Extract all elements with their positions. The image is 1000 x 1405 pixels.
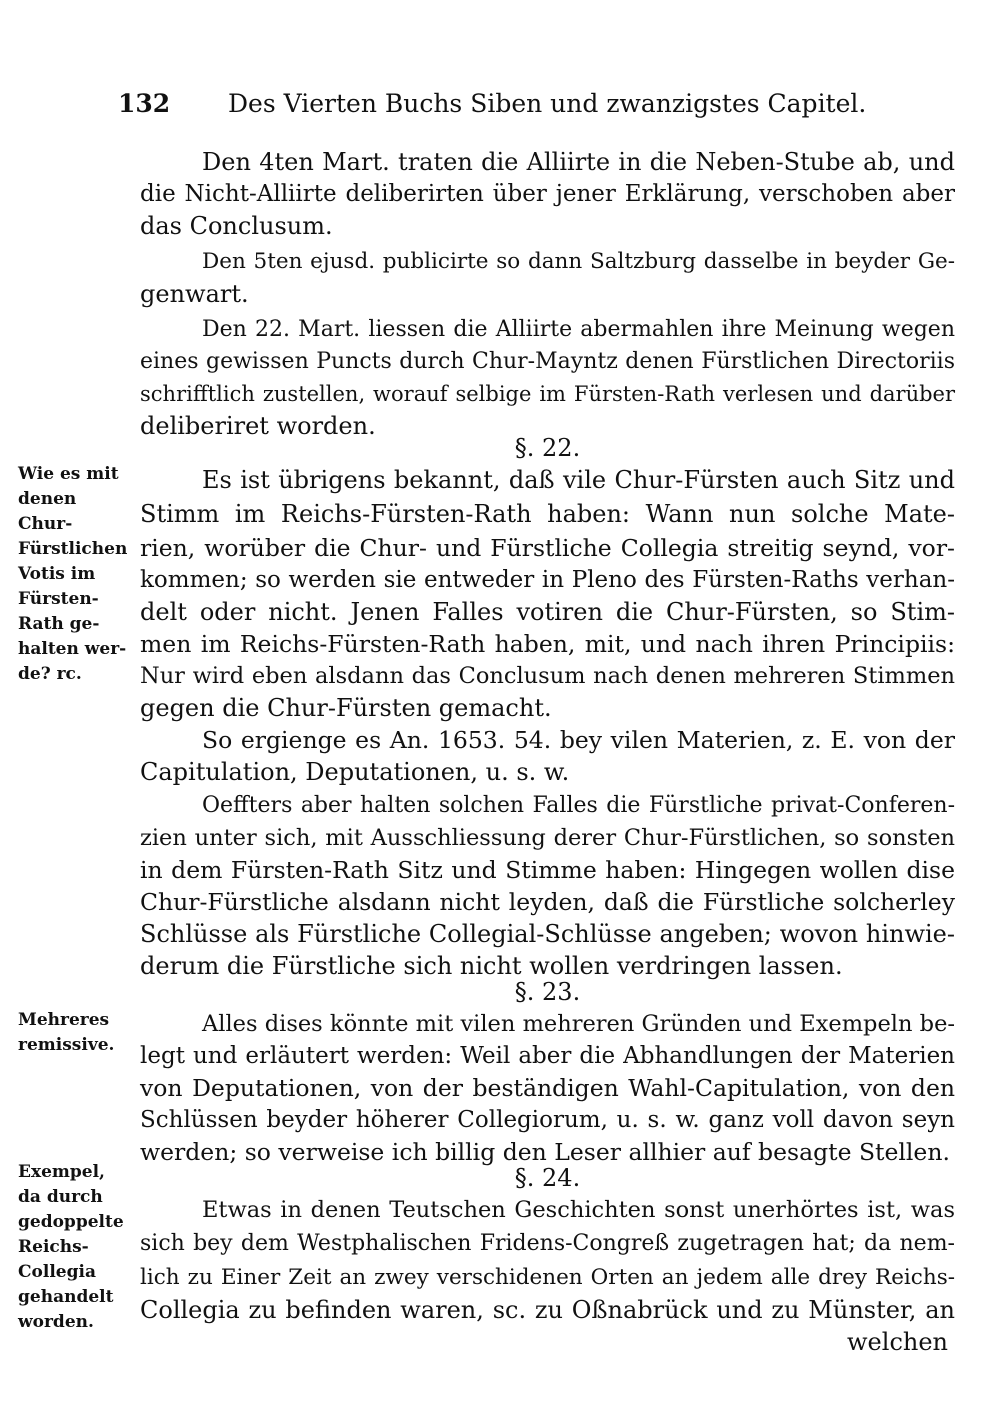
text-line: Collegia zu befinden waren, sc. zu Oßnabrück und zu Münster, an (140, 1296, 955, 1324)
text-line: men im Reichs-Fürsten-Rath haben, mit, und nach ihren Principiis: (140, 630, 955, 658)
text-line: Den 4ten Mart. traten die Alliirte in die Neben-Stube ab, und (202, 148, 955, 176)
text-line: eines gewissen Puncts durch Chur-Mayntz denen Fürstlichen Directoriis (140, 349, 955, 374)
text-line: zien unter sich, mit Ausschliessung derer Chur-Fürstlichen, so sonsten (140, 825, 955, 851)
marginal-note-line: Votis im (18, 564, 96, 584)
marginal-note-line: de? rc. (18, 664, 82, 684)
text-line: das Conclusum. (140, 212, 333, 240)
text-line: Es ist übrigens bekannt, daß vile Chur-Fürsten auch Sitz und (202, 466, 955, 494)
marginal-note-line: Fürstlichen (18, 539, 128, 559)
text-line: genwart. (140, 280, 249, 308)
marginal-note-line: Mehreres (18, 1010, 110, 1030)
text-line: die Nicht-Alliirte deliberirten über jener Erklärung, verschoben aber (140, 181, 955, 207)
text-line: Schlüsse als Fürstliche Collegial-Schlüsse angeben; wovon hinwie- (140, 920, 955, 948)
text-line: Den 5ten ejusd. publicirte so dann Saltzburg dasselbe in beyder Ge- (202, 249, 955, 274)
catchword: welchen (847, 1328, 948, 1356)
text-line: So ergienge es An. 1653. 54. bey vilen Materien, z. E. von der (202, 726, 955, 754)
section-heading: §. 23. (514, 978, 581, 1006)
text-line: schrifftlich zustellen, worauf selbige im Fürsten-Rath verlesen und darüber (140, 382, 955, 406)
marginal-note (18, 462, 130, 687)
section-heading: §. 22. (514, 434, 581, 462)
text-line: Capitulation, Deputationen, u. s. w. (140, 758, 570, 786)
text-line: lich zu Einer Zeit an zwey verschidenen Orten an jedem alle drey Reichs- (140, 1265, 955, 1290)
text-line: legt und erläutert werden: Weil aber die Abhandlungen der Materien (140, 1043, 955, 1069)
page-number: 132 (118, 89, 171, 118)
text-line: Schlüssen beyder höherer Collegiorum, u. s. w. ganz voll davon seyn (140, 1107, 955, 1133)
marginal-note-line: denen (18, 489, 77, 509)
marginal-note-line: Collegia (18, 1262, 96, 1282)
marginal-note-line: Exempel, (18, 1162, 105, 1182)
marginal-note-line: da durch (18, 1187, 103, 1207)
text-line: Stimm im Reichs-Fürsten-Rath haben: Wann nun solche Mate- (140, 500, 955, 528)
running-header (118, 84, 878, 124)
text-line: rien, worüber die Chur- und Fürstliche Collegia streitig seynd, vor- (140, 534, 955, 562)
text-line: deliberiret worden. (140, 412, 376, 440)
text-line: kommen; so werden sie entweder in Pleno des Fürsten-Raths verhan- (140, 567, 955, 593)
marginal-note-line: Rath ge- (18, 614, 100, 634)
text-line: von Deputationen, von der beständigen Wahl-Capitulation, von den (140, 1074, 955, 1102)
marginal-note-line: gedoppelte (18, 1212, 124, 1232)
text-line: Den 22. Mart. liessen die Alliirte abermahlen ihre Meinung wegen (202, 317, 955, 342)
text-line: Alles dises könnte mit vilen mehreren Gründen und Exempeln be- (202, 1011, 955, 1037)
marginal-note-line: halten wer- (18, 639, 127, 659)
text-line: Nur wird eben alsdann das Conclusum nach denen mehreren Stimmen (140, 663, 955, 689)
marginal-note-line: Wie es mit (18, 464, 119, 484)
running-title: Des Vierten Buchs Siben und zwanzigstes Capitel. (228, 89, 867, 118)
marginal-note (18, 1160, 130, 1335)
marginal-note-line: worden. (18, 1312, 94, 1332)
marginal-note-line: remissive. (18, 1035, 115, 1055)
text-line: sich bey dem Westphalischen Fridens-Congreß zugetragen hat; da nem- (140, 1231, 955, 1256)
marginal-note-line: gehandelt (18, 1287, 114, 1307)
text-line: derum die Fürstliche sich nicht wollen verdringen lassen. (140, 952, 843, 980)
text-line: Chur-Fürstliche alsdann nicht leyden, daß die Fürstliche solcherley (140, 888, 955, 916)
marginal-note (18, 1008, 130, 1058)
marginal-note-line: Reichs- (18, 1237, 89, 1257)
text-line: in dem Fürsten-Rath Sitz und Stimme haben: Hingegen wollen dise (140, 856, 955, 884)
text-line: delt oder nicht. Jenen Falles votiren die Chur-Fürsten, so Stim- (140, 598, 955, 626)
text-line: gegen die Chur-Fürsten gemacht. (140, 694, 552, 722)
text-line: Etwas in denen Teutschen Geschichten sonst unerhörtes ist, was (202, 1197, 955, 1223)
marginal-note-line: Chur- (18, 514, 73, 534)
section-heading: §. 24. (514, 1164, 581, 1192)
text-line: Oeffters aber halten solchen Falles die Fürstliche privat-Conferen- (202, 793, 955, 818)
marginal-note-line: Fürsten- (18, 589, 99, 609)
text-line: werden; so verweise ich billig den Leser allhier auf besagte Stellen. (140, 1138, 950, 1166)
